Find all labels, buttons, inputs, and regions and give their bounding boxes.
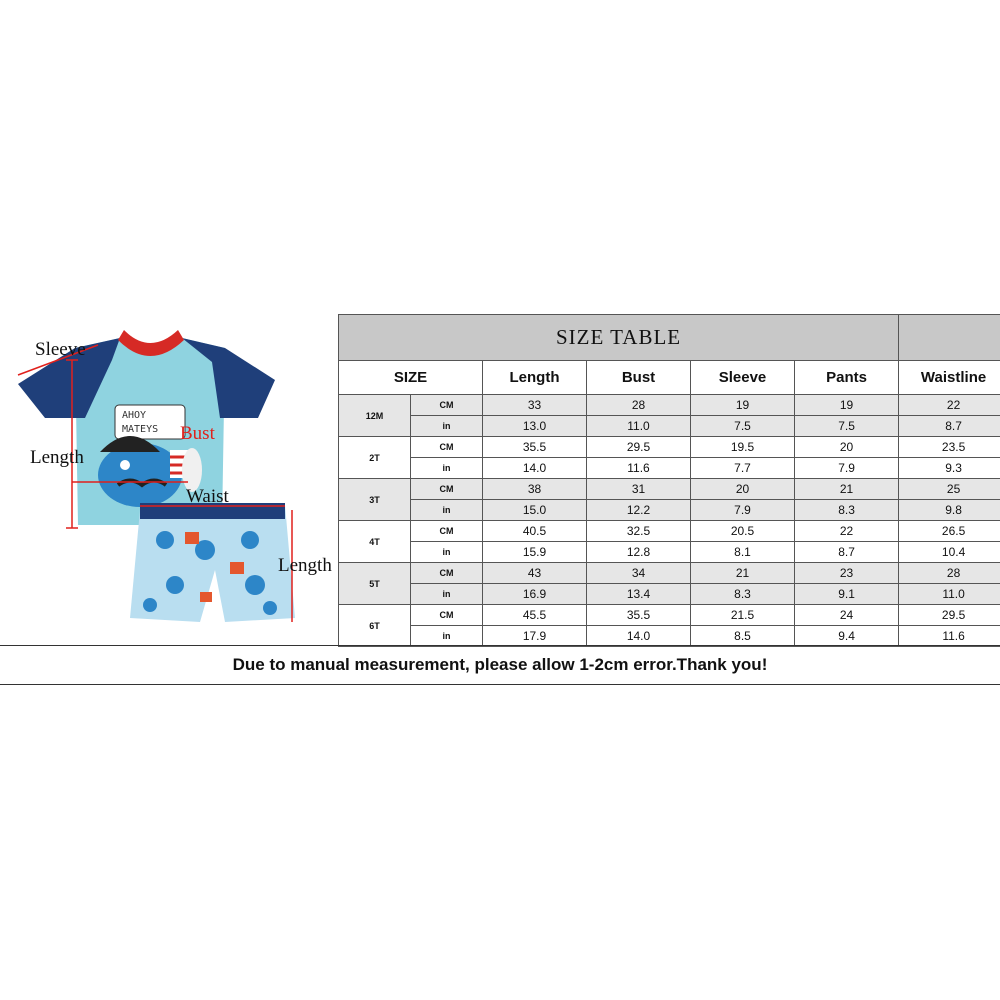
- header-bust: Bust: [587, 361, 691, 395]
- size-cell: 3T: [339, 479, 411, 521]
- value-cell: 8.7: [795, 542, 899, 563]
- header-length: Length: [483, 361, 587, 395]
- size-table: [338, 314, 1000, 647]
- size-table-title-extra: [899, 315, 1000, 361]
- whale-eye: [120, 460, 130, 470]
- value-cell: 10.4: [899, 542, 1000, 563]
- unit-cell: in: [411, 416, 483, 437]
- value-cell: 7.5: [795, 416, 899, 437]
- table-row: [339, 437, 1000, 458]
- table-row: [339, 542, 1000, 563]
- value-cell: 29.5: [587, 437, 691, 458]
- value-cell: 7.9: [691, 500, 795, 521]
- value-cell: 22: [795, 521, 899, 542]
- unit-cell: CM: [411, 437, 483, 458]
- value-cell: 9.3: [899, 458, 1000, 479]
- value-cell: 28: [587, 395, 691, 416]
- product-figure: [0, 300, 340, 645]
- value-cell: 31: [587, 479, 691, 500]
- table-row: [339, 626, 1000, 647]
- measurement-note: [0, 645, 1000, 685]
- unit-cell: CM: [411, 605, 483, 626]
- value-cell: 11.0: [587, 416, 691, 437]
- header-size: SIZE: [339, 361, 483, 395]
- value-cell: 7.9: [795, 458, 899, 479]
- value-cell: 8.5: [691, 626, 795, 647]
- value-cell: 19.5: [691, 437, 795, 458]
- unit-cell: in: [411, 626, 483, 647]
- value-cell: 9.8: [899, 500, 1000, 521]
- value-cell: 33: [483, 395, 587, 416]
- value-cell: 9.1: [795, 584, 899, 605]
- value-cell: 8.7: [899, 416, 1000, 437]
- table-row: [339, 563, 1000, 584]
- value-cell: 13.4: [587, 584, 691, 605]
- value-cell: 24: [795, 605, 899, 626]
- length-top-label: Length: [30, 447, 84, 468]
- value-cell: 8.1: [691, 542, 795, 563]
- size-cell: 12M: [339, 395, 411, 437]
- value-cell: 12.8: [587, 542, 691, 563]
- unit-cell: CM: [411, 563, 483, 584]
- unit-cell: in: [411, 458, 483, 479]
- unit-cell: in: [411, 500, 483, 521]
- table-row: [339, 479, 1000, 500]
- value-cell: 34: [587, 563, 691, 584]
- shirt-print-line-2: MATEYS: [122, 424, 159, 435]
- size-cell: 4T: [339, 521, 411, 563]
- size-table-body: [339, 395, 1000, 647]
- table-row: [339, 500, 1000, 521]
- unit-cell: in: [411, 584, 483, 605]
- value-cell: 25: [899, 479, 1000, 500]
- value-cell: 38: [483, 479, 587, 500]
- size-cell: 5T: [339, 563, 411, 605]
- unit-cell: CM: [411, 479, 483, 500]
- value-cell: 16.9: [483, 584, 587, 605]
- value-cell: 11.0: [899, 584, 1000, 605]
- value-cell: 21: [795, 479, 899, 500]
- value-cell: 20: [691, 479, 795, 500]
- value-cell: 8.3: [795, 500, 899, 521]
- value-cell: 19: [691, 395, 795, 416]
- header-waistline: Waistline: [899, 361, 1000, 395]
- bust-label: Bust: [180, 423, 215, 444]
- shirt-print-line-1: AHOY: [122, 410, 147, 421]
- value-cell: 15.0: [483, 500, 587, 521]
- value-cell: 45.5: [483, 605, 587, 626]
- table-row: [339, 521, 1000, 542]
- waist-label: Waist: [186, 486, 229, 507]
- value-cell: 11.6: [587, 458, 691, 479]
- table-row: [339, 458, 1000, 479]
- value-cell: 21: [691, 563, 795, 584]
- unit-cell: CM: [411, 521, 483, 542]
- value-cell: 23: [795, 563, 899, 584]
- header-sleeve: Sleeve: [691, 361, 795, 395]
- unit-cell: in: [411, 542, 483, 563]
- value-cell: 32.5: [587, 521, 691, 542]
- unit-cell: CM: [411, 395, 483, 416]
- value-cell: 21.5: [691, 605, 795, 626]
- value-cell: 26.5: [899, 521, 1000, 542]
- value-cell: 35.5: [483, 437, 587, 458]
- value-cell: 12.2: [587, 500, 691, 521]
- measurement-note-text: Due to manual measurement, please allow 1-2cm error.Thank you!: [232, 655, 768, 674]
- value-cell: 13.0: [483, 416, 587, 437]
- size-table-header-row: [339, 361, 1000, 395]
- value-cell: 8.3: [691, 584, 795, 605]
- table-row: [339, 416, 1000, 437]
- value-cell: 14.0: [483, 458, 587, 479]
- value-cell: 20: [795, 437, 899, 458]
- value-cell: 43: [483, 563, 587, 584]
- value-cell: 15.9: [483, 542, 587, 563]
- value-cell: 14.0: [587, 626, 691, 647]
- table-row: [339, 584, 1000, 605]
- size-cell: 2T: [339, 437, 411, 479]
- value-cell: 28: [899, 563, 1000, 584]
- size-table-title: SIZE TABLE: [339, 315, 899, 361]
- value-cell: 11.6: [899, 626, 1000, 647]
- sleeve-label: Sleeve: [35, 339, 86, 360]
- size-cell: 6T: [339, 605, 411, 647]
- header-pants: Pants: [795, 361, 899, 395]
- value-cell: 40.5: [483, 521, 587, 542]
- value-cell: 23.5: [899, 437, 1000, 458]
- value-cell: 29.5: [899, 605, 1000, 626]
- table-row: [339, 605, 1000, 626]
- value-cell: 22: [899, 395, 1000, 416]
- value-cell: 9.4: [795, 626, 899, 647]
- value-cell: 19: [795, 395, 899, 416]
- length-pants-label: Length: [278, 555, 332, 576]
- whale-print: [98, 443, 182, 507]
- value-cell: 35.5: [587, 605, 691, 626]
- value-cell: 7.5: [691, 416, 795, 437]
- table-row: [339, 395, 1000, 416]
- value-cell: 7.7: [691, 458, 795, 479]
- value-cell: 17.9: [483, 626, 587, 647]
- value-cell: 20.5: [691, 521, 795, 542]
